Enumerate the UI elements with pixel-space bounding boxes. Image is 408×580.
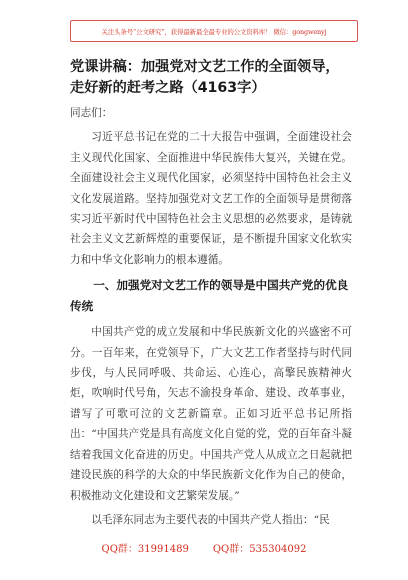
document-body [70, 103, 352, 530]
section-heading: 一、加强党对文艺工作的领导是中国共产党的优良传统 [70, 278, 349, 314]
promo-banner-text: 关注头条号“公文研究”，获得最新最全最专业的公文资料库！ 微信：gongwenyj [101, 27, 327, 36]
promo-banner [70, 20, 358, 42]
footer [0, 540, 408, 556]
footer-qq-group-1: QQ群：31991489 [101, 544, 189, 555]
paragraph-section-2: 以毛泽东同志为主要代表的中国共产党人指出：“民 [91, 513, 330, 526]
footer-qq-group-2: QQ群：535304092 [212, 544, 307, 555]
salutation: 同志们： [70, 107, 113, 119]
paragraph-intro: 习近平总书记在党的二十大报告中强调，全面建设社会主义现代化国家、全面推进中华民族伟大复兴，关键在党。全面建设社会主义现代化国家，必须坚持中国特色社会主义文化发展道路。坚持加强党对文艺工作的全面领导是贯彻落实习近平新时代中国特色社会主义思想的必然要求，是铸就社会主义文艺新辉煌的重要保证，是不断提升国家文化软实力和中华文化影响力的根本遵循。 [70, 131, 352, 266]
document-title: 党课讲稿：加强党对文艺工作的全面领导，走好新的赶考之路（4163字） [70, 59, 340, 96]
paragraph-section-1: 中国共产党的成立发展和中华民族新文化的兴盛密不可分。一百年来，在党领导下，广大文艺工作者坚持与时代同步伐，与人民同呼吸、共命运、心连心，高擎民族精神火炬，吹响时代号角，矢志不渝投身革命、建设、改革事业，谱写了可歌可泣的文艺新篇章。正如习近平总书记所指出：“中国共产党是具有高度文化自觉的党，党的百年奋斗凝结着我国文化奋进的历史。中国共产党人从成立之日起就把建设民族的科学的大众的中华民族新文化作为自己的使命，积极推动文化建设和文艺繁荣发展。” [70, 326, 352, 502]
